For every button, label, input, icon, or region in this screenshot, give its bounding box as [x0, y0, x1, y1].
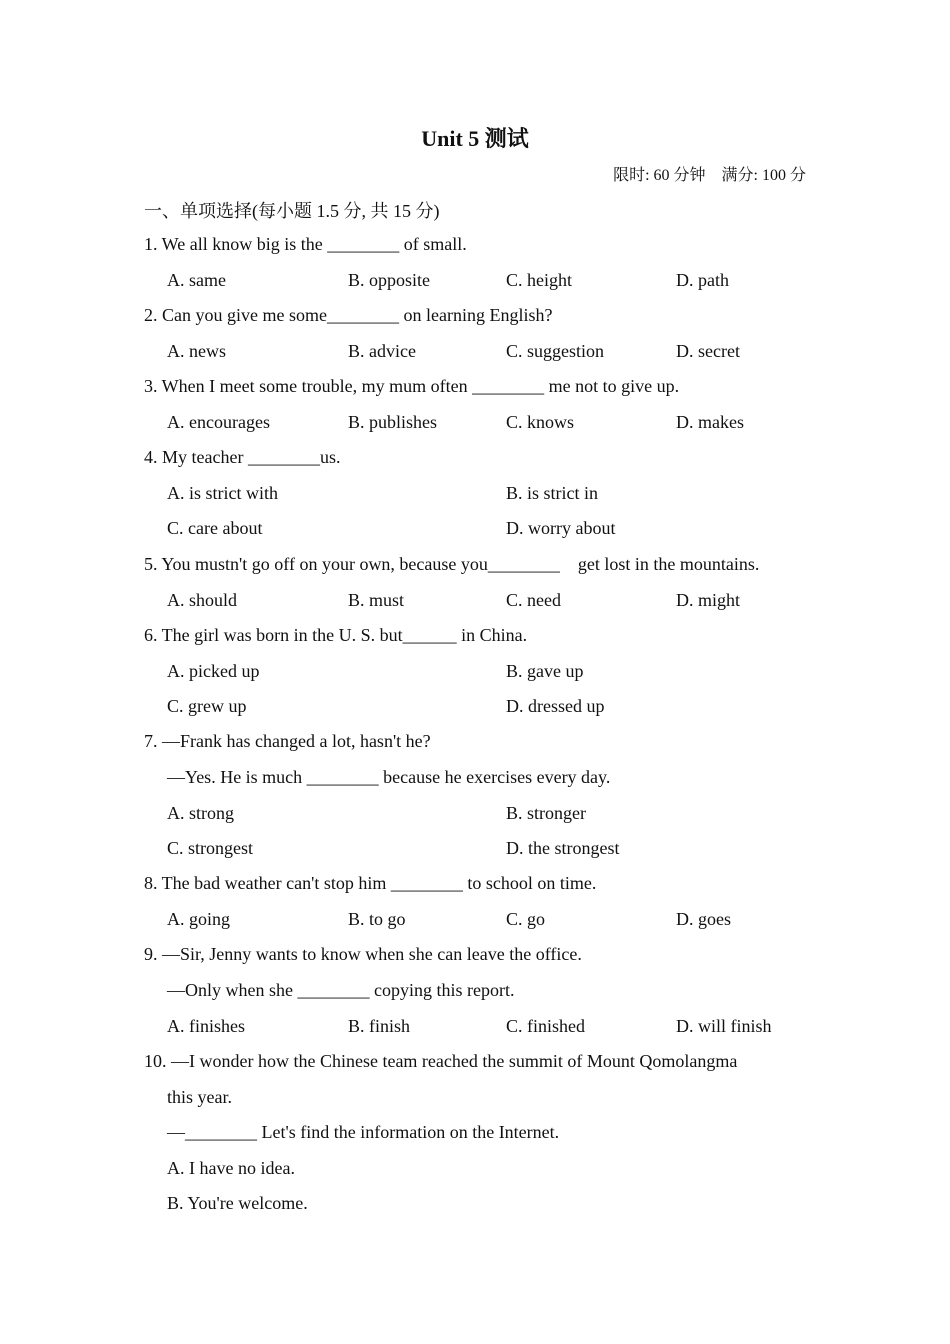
question-4-option-c: C. care about — [167, 518, 263, 538]
question-6-option-c: C. grew up — [167, 696, 247, 716]
question-9-option-b: B. finish — [348, 1016, 411, 1036]
question-1-stem: 1. We all know big is the ________ of small. — [144, 234, 467, 254]
question-4-option-b: B. is strict in — [506, 483, 599, 503]
question-5-stem: 5. You mustn't go off on your own, because you________ get lost in the mountains. — [144, 554, 760, 574]
question-8-option-a: A. going — [167, 909, 230, 929]
exam-meta: 限时: 60 分钟 满分: 100 分 — [613, 167, 806, 184]
question-9-stem: 9. —Sir, Jenny wants to know when she can leave the office. — [144, 944, 582, 964]
question-1-option-b: B. opposite — [348, 270, 431, 290]
question-9-option-c: C. finished — [506, 1016, 585, 1036]
question-6-option-b: B. gave up — [506, 661, 584, 681]
question-7-option-c: C. strongest — [167, 838, 254, 858]
question-9-option-d: D. will finish — [676, 1016, 772, 1036]
question-8-option-d: D. goes — [676, 909, 731, 929]
question-4-option-d: D. worry about — [506, 518, 616, 538]
question-10-stem-line-3: —________ Let's find the information on the Internet. — [167, 1122, 560, 1142]
question-3-option-d: D. makes — [676, 412, 744, 432]
question-1-option-c: C. height — [506, 270, 572, 290]
question-2-stem: 2. Can you give me some________ on learning English? — [144, 305, 553, 325]
question-8-option-c: C. go — [506, 909, 546, 929]
question-6-option-d: D. dressed up — [506, 696, 605, 716]
question-10-stem-line-2: this year. — [167, 1087, 232, 1107]
question-3-option-b: B. publishes — [348, 412, 438, 432]
question-2-option-d: D. secret — [676, 341, 740, 361]
question-7-option-b: B. stronger — [506, 803, 586, 823]
question-6-stem: 6. The girl was born in the U. S. but______ in China. — [144, 625, 528, 645]
question-10-option-a: A. I have no idea. — [167, 1158, 295, 1178]
question-5-option-a: A. should — [167, 590, 238, 610]
question-2-option-b: B. advice — [348, 341, 416, 361]
question-3-option-a: A. encourages — [167, 412, 270, 432]
question-6-option-a: A. picked up — [167, 661, 260, 681]
question-9-option-a: A. finishes — [167, 1016, 245, 1036]
question-4-stem: 4. My teacher ________us. — [144, 447, 341, 467]
question-7-stem: 7. —Frank has changed a lot, hasn't he? — [144, 731, 431, 751]
question-4-option-a: A. is strict with — [167, 483, 278, 503]
question-5-option-b: B. must — [348, 590, 405, 610]
question-8-stem: 8. The bad weather can't stop him ________ to school on time. — [144, 873, 597, 893]
section-heading: 一、单项选择(每小题 1.5 分, 共 15 分) — [144, 201, 440, 221]
question-1-option-d: D. path — [676, 270, 729, 290]
page-title: Unit 5 测试 — [421, 126, 529, 151]
question-5-option-c: C. need — [506, 590, 561, 610]
question-10-option-b: B. You're welcome. — [167, 1193, 308, 1213]
question-7-option-a: A. strong — [167, 803, 234, 823]
question-3-stem: 3. When I meet some trouble, my mum often ________ me not to give up. — [144, 376, 680, 396]
question-9-stem-line-2: —Only when she ________ copying this report. — [167, 980, 515, 1000]
question-2-option-a: A. news — [167, 341, 226, 361]
question-8-option-b: B. to go — [348, 909, 406, 929]
question-5-option-d: D. might — [676, 590, 741, 610]
question-2-option-c: C. suggestion — [506, 341, 605, 361]
question-7-stem-line-2: —Yes. He is much ________ because he exercises every day. — [167, 767, 611, 787]
question-1-option-a: A. same — [167, 270, 226, 290]
question-7-option-d: D. the strongest — [506, 838, 620, 858]
question-10-stem: 10. —I wonder how the Chinese team reached the summit of Mount Qomolangma — [144, 1051, 738, 1071]
question-3-option-c: C. knows — [506, 412, 575, 432]
